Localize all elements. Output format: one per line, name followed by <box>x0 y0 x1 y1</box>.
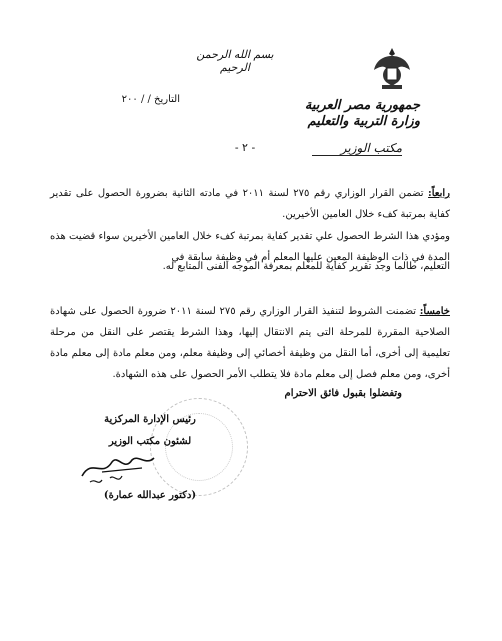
signer-name: (دكتور عبدالله عمارة) <box>103 490 197 501</box>
office-name: مكتب الوزير <box>312 141 402 156</box>
paragraph-education: التعليم، طالما وجد تقرير كفاية للمعلم بمعرفة الموجه الفنى المتابع له. <box>162 261 450 272</box>
signer-title-line1: رئيس الإدارة المركزية <box>104 414 196 425</box>
handwritten-signature <box>72 448 162 488</box>
paragraph-fifth <box>50 301 450 385</box>
paragraph-fourth-text: تضمن القرار الوزاري رقم ٢٧٥ لسنة ٢٠١١ في مادته الثانية بضرورة الحصول على تقدير كفاية بمرتبة كفء خلال العامين الأخيرين. <box>50 188 450 220</box>
page-number: - ٢ - <box>234 141 256 154</box>
paragraph-fifth-text: تضمنت الشروط لتنفيذ القرار الوزاري رقم ٢٧٥ لسنة ٢٠١١ ضرورة الحصول على شهادة الصلاحية المقررة للمرحلة التى يتم الانتقال إليها، وهذا الشرط يقتصر على النقل من مرحلة تعليمية إلى أخرى، أما النقل من وظيفة أخصائي إلى وظيفة معلم، ومن معلم مادة إلى معلم مادة أخرى، ومن معلم فصل إلى معلم مادة فلا يتطلب الأمر الحصول على هذه الشهادة. <box>50 306 450 380</box>
closing-line: وتفضلوا بقبول فائق الاحترام <box>284 388 402 399</box>
paragraph-condition: ومؤدي هذا الشرط الحصول علي تقدير كفاية بمرتبة كفء خلال العامين الأخيرين سواء قضيت هذه المدة في ذات الوظيفة المعين عليها المعلم أم في وظيفة سابقة في <box>50 231 450 263</box>
paragraph-fifth-label: خامساً: <box>419 306 450 317</box>
paragraph-fourth-label: رابعاً: <box>428 188 450 199</box>
signer-title-line2: لشئون مكتب الوزير <box>108 436 192 447</box>
basmala: بسم الله الرحمن الرحيم <box>196 48 274 74</box>
eagle-emblem-icon <box>372 46 412 90</box>
ministry-name: وزارة التربية والتعليم <box>307 114 420 129</box>
official-stamp <box>150 398 248 496</box>
paragraph-fourth <box>50 183 450 225</box>
republic-name: جمهورية مصر العربية <box>304 98 420 113</box>
date-line: التاريخ / / ٢٠٠ <box>121 94 180 105</box>
